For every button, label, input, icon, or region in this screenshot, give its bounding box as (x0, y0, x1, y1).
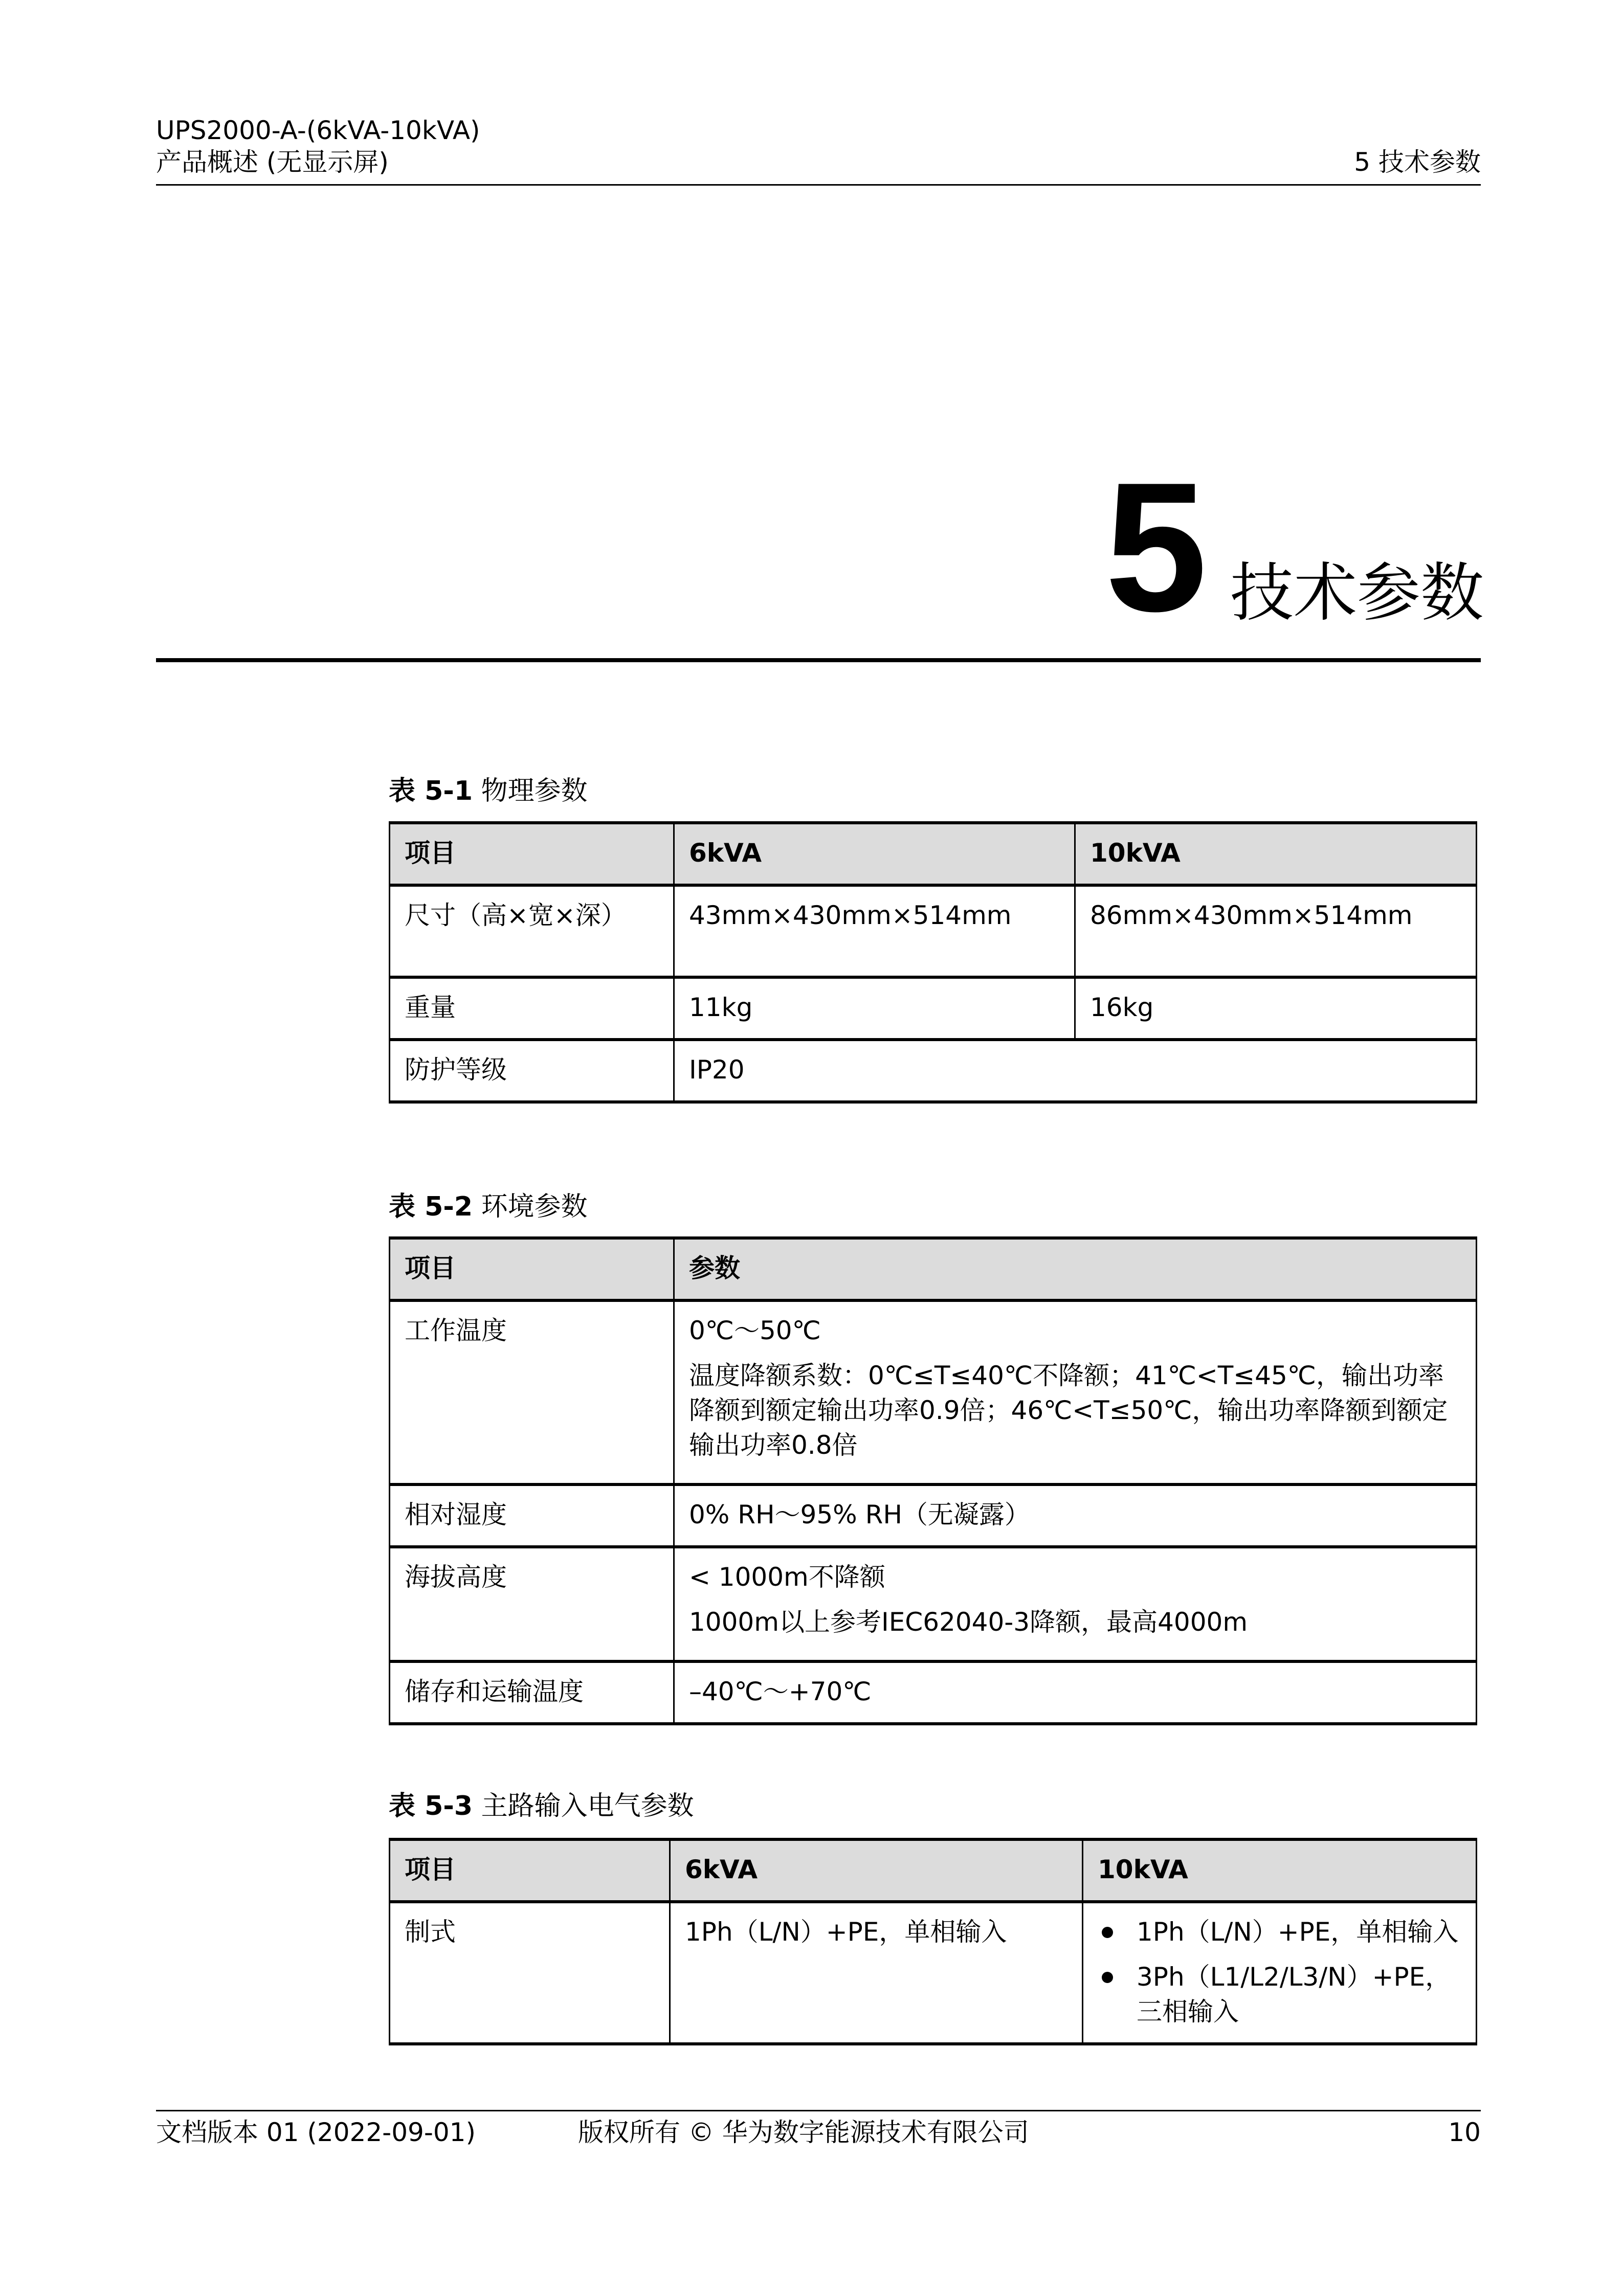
cell-10kva (1083, 1902, 1477, 2044)
footer-copyright: 版权所有 © 华为数字能源技术有限公司 (578, 2118, 1029, 2147)
cell-value (674, 1661, 1477, 1724)
table-row (390, 885, 1477, 977)
list-item-text: 3Ph（L1/L2/L3/N）+PE，三相输入 (1137, 1962, 1451, 2027)
table-row (390, 1661, 1477, 1724)
chapter-rule (156, 658, 1481, 662)
row-label: 相对湿度 (390, 1484, 674, 1547)
footer-rule (156, 2110, 1481, 2111)
value-line: 1000m以上参考IEC62040-3降额，最高4000m (689, 1607, 1248, 1637)
mains-input-params-table (389, 1838, 1477, 2045)
header-product-name: UPS2000-A-(6kVA-10kVA) (156, 116, 480, 145)
value-line: 0% RH～95% RH（无凝露） (689, 1500, 1030, 1529)
table3-caption-title: 主路输入电气参数 (481, 1791, 694, 1821)
table-row (390, 1300, 1477, 1484)
chapter-number: 5 (1105, 444, 1203, 650)
column-header: 项目 (390, 1238, 674, 1300)
table2-caption-title: 环境参数 (481, 1191, 588, 1222)
table-row (390, 1484, 1477, 1547)
bullet-icon (1102, 1927, 1113, 1938)
row-label: 工作温度 (390, 1300, 674, 1484)
column-header: 参数 (674, 1238, 1477, 1300)
table3-caption-label: 表 5-3 (389, 1791, 473, 1821)
header-chapter-ref: 5 技术参数 (1354, 147, 1481, 177)
column-header: 6kVA (670, 1839, 1083, 1902)
table3-caption (389, 1790, 694, 1822)
chapter-title: 技术参数 (1230, 556, 1484, 630)
cell-value (674, 1300, 1477, 1484)
table-row (390, 977, 1477, 1040)
value-line: < 1000m不降额 (689, 1562, 885, 1592)
cell-merged: IP20 (674, 1040, 1477, 1102)
header-doc-title: 产品概述 (无显示屏) (156, 147, 389, 177)
table1-caption-title: 物理参数 (481, 776, 588, 806)
cell-6kva: 43mm×430mm×514mm (674, 885, 1075, 977)
column-header: 10kVA (1075, 823, 1477, 885)
list-item (1096, 1960, 1465, 2029)
column-header: 6kVA (674, 823, 1075, 885)
table2-caption-label: 表 5-2 (389, 1191, 473, 1222)
list-item (1096, 1915, 1465, 1949)
row-label: 制式 (390, 1902, 670, 2044)
footer-version: 文档版本 01 (2022-09-01) (156, 2118, 476, 2147)
row-label: 重量 (390, 977, 674, 1040)
table-header-row (390, 1839, 1477, 1902)
cell-10kva: 86mm×430mm×514mm (1075, 885, 1477, 977)
column-header: 10kVA (1083, 1839, 1477, 1902)
column-header: 项目 (390, 1839, 670, 1902)
table-row (390, 1040, 1477, 1102)
bullet-icon (1102, 1972, 1113, 1983)
cell-10kva: 16kg (1075, 977, 1477, 1040)
row-label: 储存和运输温度 (390, 1661, 674, 1724)
table1-caption-label: 表 5-1 (389, 776, 473, 806)
list-item-text: 1Ph（L/N）+PE，单相输入 (1137, 1917, 1459, 1947)
environment-params-table (389, 1236, 1477, 1725)
value-line: –40℃～+70℃ (689, 1677, 872, 1706)
cell-6kva: 11kg (674, 977, 1075, 1040)
cell-6kva: 1Ph（L/N）+PE，单相输入 (670, 1902, 1083, 2044)
cell-value (674, 1484, 1477, 1547)
table-row (390, 1902, 1477, 2044)
table-header-row (390, 1238, 1477, 1300)
page-number: 10 (1448, 2118, 1481, 2147)
table2-caption (389, 1190, 588, 1223)
table-header-row (390, 823, 1477, 885)
row-label: 尺寸（高×宽×深） (390, 885, 674, 977)
table1-caption (389, 775, 588, 807)
value-line: 温度降额系数：0℃≤T≤40℃不降额；41℃<T≤45℃，输出功率降额到额定输出功率0.9倍；46℃<T≤50℃，输出功率降额到额定输出功率0.8倍 (689, 1361, 1448, 1460)
header-rule (156, 184, 1481, 186)
physical-params-table (389, 821, 1477, 1104)
table-row (390, 1547, 1477, 1661)
row-label: 防护等级 (390, 1040, 674, 1102)
value-line: 0℃～50℃ (689, 1316, 821, 1345)
cell-value (674, 1547, 1477, 1661)
row-label: 海拔高度 (390, 1547, 674, 1661)
column-header: 项目 (390, 823, 674, 885)
bullet-list (1096, 1915, 1465, 2029)
